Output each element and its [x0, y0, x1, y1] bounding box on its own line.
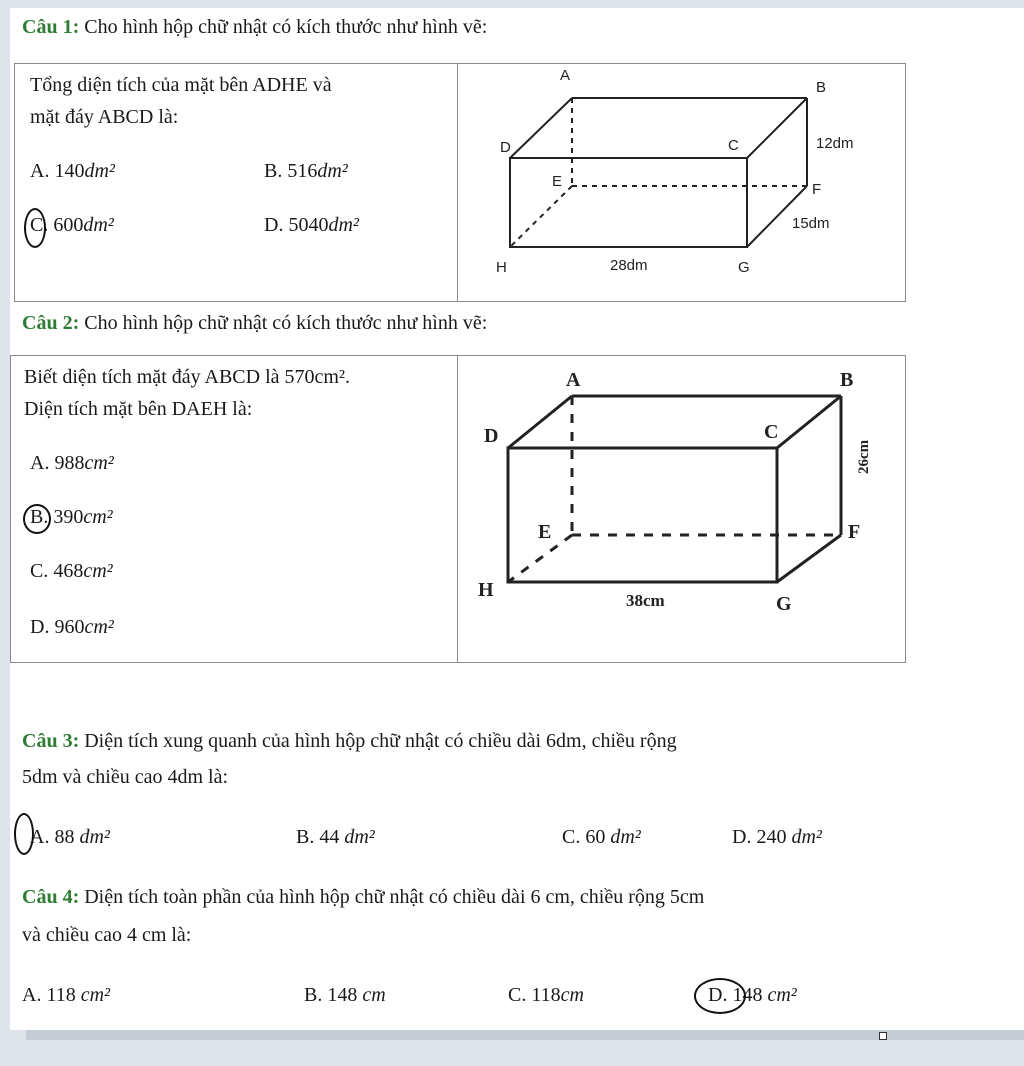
q2-option-b-letter: B.	[30, 506, 49, 528]
q2-option-d[interactable]	[30, 616, 114, 639]
q2-title-text: Cho hình hộp chữ nhật có kích thước như hình vẽ:	[84, 312, 488, 334]
q2-option-b-unit: cm²	[83, 506, 113, 528]
q1-option-b-value: 516	[287, 160, 318, 182]
q4-option-c[interactable]	[508, 984, 584, 1007]
q1-option-d-unit: dm²	[328, 214, 359, 236]
q1-label-h: H	[496, 259, 507, 276]
q2-option-d-unit: cm²	[84, 616, 114, 638]
q2-option-a-letter: A.	[30, 452, 50, 474]
q4-option-d-value: 148	[732, 984, 763, 1006]
q3-option-d[interactable]	[732, 826, 822, 849]
q2-label: Câu 2:	[22, 312, 80, 334]
q2-edge-bc	[777, 396, 841, 448]
q1-option-d[interactable]	[264, 214, 359, 237]
q2-edge-da	[508, 396, 572, 448]
q1-table-divider	[457, 63, 458, 301]
q1-option-b-unit: dm²	[317, 160, 348, 182]
q2-option-a-unit: cm²	[84, 452, 114, 474]
q2-label-c: C	[764, 421, 779, 443]
q1-label: Câu 1:	[22, 16, 80, 38]
q3-option-a-letter: A.	[30, 826, 50, 848]
q2-label-h: H	[478, 579, 494, 601]
q2-option-d-value: 960	[54, 616, 85, 638]
q3-option-b-unit: dm²	[344, 826, 375, 848]
q4-option-a-unit: cm²	[80, 984, 111, 1006]
q4-option-a-value: 118	[46, 984, 76, 1006]
q2-option-c-value: 468	[53, 560, 84, 582]
q1-question-line2: mặt đáy ABCD là:	[30, 106, 179, 128]
q2-option-d-letter: D.	[30, 616, 50, 638]
q3-option-b[interactable]	[296, 826, 375, 849]
q1-hidden-eh	[510, 186, 572, 247]
q3-option-d-value: 240	[756, 826, 787, 848]
q1-option-a-letter: A.	[30, 160, 50, 182]
q3-option-b-letter: B.	[296, 826, 315, 848]
q3-option-a-value: 88	[54, 826, 75, 848]
q1-edge-da	[510, 98, 572, 158]
q2-label-e: E	[538, 521, 552, 543]
q4-option-d-unit: cm²	[767, 984, 797, 1006]
q4-option-b-unit: cm	[362, 984, 386, 1006]
q1-label-length: 28dm	[610, 257, 648, 274]
q1-option-b-letter: B.	[264, 160, 283, 182]
q4-answer-circle	[694, 978, 746, 1014]
q2-edge-gf	[777, 535, 841, 582]
q1-option-c-letter: C.	[30, 214, 49, 236]
q2-option-a[interactable]	[30, 452, 114, 475]
q4-option-b[interactable]	[304, 984, 386, 1007]
q1-label-c: C	[728, 137, 739, 154]
q3-question-line1	[22, 730, 677, 753]
q1-answer-circle	[24, 208, 49, 248]
q4-option-a[interactable]	[22, 984, 110, 1007]
q1-front-face	[510, 158, 747, 247]
q4-option-b-letter: B.	[304, 984, 323, 1006]
q1-label-width: 15dm	[792, 215, 830, 232]
q3-option-c-value: 60	[585, 826, 606, 848]
q1-option-a-unit: dm²	[84, 160, 115, 182]
q1-label-e: E	[552, 173, 563, 190]
q1-title-text: Cho hình hộp chữ nhật có kích thước như hình vẽ:	[84, 16, 488, 38]
q3-answer-circle	[14, 813, 34, 855]
q4-option-c-letter: C.	[508, 984, 527, 1006]
q3-option-c-unit: dm²	[610, 826, 641, 848]
q1-option-c-unit: dm²	[83, 214, 114, 236]
q1-option-a-value: 140	[54, 160, 85, 182]
q2-label-g: G	[776, 593, 792, 615]
q1-option-d-value: 5040	[288, 214, 329, 236]
q2-label-d: D	[484, 425, 499, 447]
q1-title	[22, 16, 487, 39]
q1-label-height: 12dm	[816, 135, 854, 152]
page-bottom-edge	[26, 1030, 1024, 1040]
q4-label: Câu 4:	[22, 886, 80, 908]
q3-option-c[interactable]	[562, 826, 641, 849]
q1-label-a: A	[560, 67, 571, 84]
q4-option-c-value: 118	[531, 984, 561, 1006]
q2-front-face	[508, 448, 777, 582]
q2-option-b-value: 390	[53, 506, 84, 528]
q3-label: Câu 3:	[22, 730, 80, 752]
q2-label-height: 26cm	[856, 439, 872, 474]
q4-question-text: Diện tích toàn phần của hình hộp chữ nhật có chiều dài 6 cm, chiều rộng 5cm	[84, 886, 705, 908]
q2-label-length: 38cm	[626, 591, 665, 610]
q2-option-c[interactable]	[30, 560, 113, 583]
q2-option-a-value: 988	[54, 452, 85, 474]
q1-label-d: D	[500, 139, 511, 156]
q2-label-b: B	[840, 369, 854, 391]
q1-option-c-value: 600	[53, 214, 84, 236]
q2-label-f: F	[848, 521, 861, 543]
q3-question-text: Diện tích xung quanh của hình hộp chữ nhật có chiều dài 6dm, chiều rộng	[84, 730, 677, 752]
q2-answer-circle	[23, 504, 51, 534]
q1-label-g: G	[738, 259, 750, 276]
q4-question-line1	[22, 886, 704, 909]
q2-title	[22, 312, 487, 335]
q2-table-divider	[457, 355, 458, 662]
q2-option-c-unit: cm²	[83, 560, 113, 582]
q4-option-b-value: 148	[327, 984, 358, 1006]
q3-option-a[interactable]	[30, 826, 110, 849]
q2-box-figure	[470, 362, 890, 632]
q1-question-line1: Tổng diện tích của mặt bên ADHE và	[30, 74, 332, 96]
q1-label-b: B	[816, 79, 827, 96]
q1-option-d-letter: D.	[264, 214, 284, 236]
q4-option-a-letter: A.	[22, 984, 42, 1006]
q4-option-d-letter: D.	[708, 984, 728, 1006]
q1-label-f: F	[812, 181, 822, 198]
q1-box-figure	[480, 64, 900, 284]
q3-option-c-letter: C.	[562, 826, 581, 848]
q4-option-c-unit: cm	[560, 984, 584, 1006]
q1-option-a[interactable]	[30, 160, 115, 183]
q2-option-c-letter: C.	[30, 560, 49, 582]
q3-option-d-unit: dm²	[791, 826, 822, 848]
q3-option-b-value: 44	[319, 826, 340, 848]
q3-option-a-unit: dm²	[79, 826, 110, 848]
q2-label-a: A	[566, 369, 581, 391]
q2-question-line1: Biết diện tích mặt đáy ABCD là 570cm².	[24, 366, 350, 388]
q2-question-line2: Diện tích mặt bên DAEH là:	[24, 398, 253, 420]
resize-handle-icon[interactable]	[879, 1032, 887, 1040]
q3-option-d-letter: D.	[732, 826, 752, 848]
q1-edge-bc	[747, 98, 807, 158]
q4-question-line2: và chiều cao 4 cm là:	[22, 924, 192, 946]
q1-option-b[interactable]	[264, 160, 348, 183]
q3-question-line2: 5dm và chiều cao 4dm là:	[22, 766, 229, 788]
